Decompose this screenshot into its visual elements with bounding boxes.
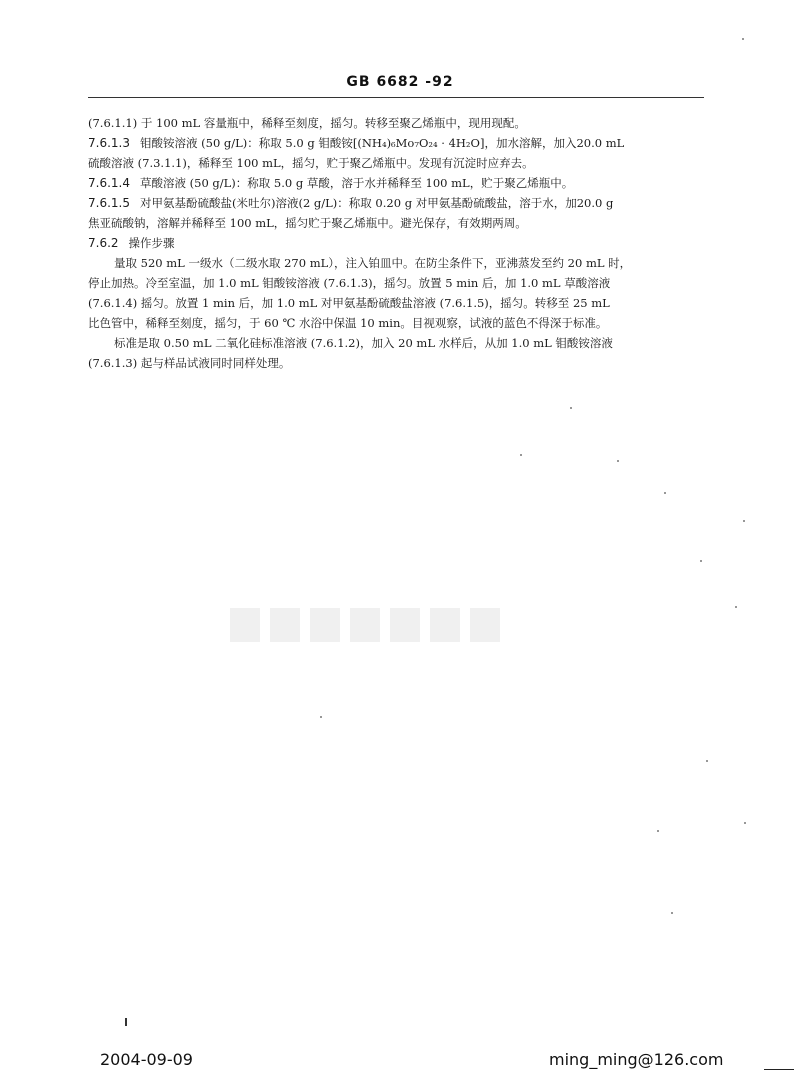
clause-text: 钼酸铵溶液 (50 g/L)：称取 5.0 g 钼酸铵[(NH₄)₆Mo₇O₂₄ · 4H₂O]，加水溶解，加入20.0 mL <box>139 136 625 150</box>
section-title: 操作步骤 <box>128 236 175 250</box>
scan-speck <box>671 912 673 914</box>
paragraph-line: 停止加热。冷至室温，加 1.0 mL 钼酸铵溶液 (7.6.1.3)，摇匀。放置 5 min 后，加 1.0 mL 草酸溶液 <box>88 276 611 290</box>
clause-7-6-1-3 <box>88 133 704 153</box>
scan-speck <box>743 520 745 522</box>
clause-number: 7.6.1.4 <box>88 176 130 190</box>
scan-speck <box>570 407 572 409</box>
paragraph-line: 比色管中，稀释至刻度，摇匀，于 60 ℃ 水浴中保温 10 min。目视观察，试液的蓝色不得深于标准。 <box>88 316 608 330</box>
margin-mark <box>125 1018 127 1026</box>
paragraph-line: 硫酸溶液 (7.3.1.1)，稀释至 100 mL，摇匀，贮于聚乙烯瓶中。发现有沉淀时应弃去。 <box>88 156 534 170</box>
scan-speck <box>320 716 322 718</box>
footer-date: 2004-09-09 <box>100 1050 193 1069</box>
faint-watermark <box>230 600 510 650</box>
standard-code-header: GB 6682 -92 <box>346 74 454 90</box>
paragraph-line: (7.6.1.4) 摇匀。放置 1 min 后，加 1.0 mL 对甲氨基酚硫酸盐溶液 (7.6.1.5)，摇匀。转移至 25 mL <box>88 296 610 310</box>
paragraph-line: 标准是取 0.50 mL 二氧化硅标准溶液 (7.6.1.2)，加入 20 mL 水样后，从加 1.0 mL 钼酸铵溶液 <box>114 336 613 350</box>
corner-rule <box>764 1069 794 1070</box>
scan-speck <box>657 830 659 832</box>
scan-speck <box>735 606 737 608</box>
clause-7-6-1-4 <box>88 173 704 193</box>
header-rule <box>88 97 704 98</box>
scan-speck <box>520 454 522 456</box>
scan-speck <box>700 560 702 562</box>
scan-speck <box>664 492 666 494</box>
paragraph-line: 量取 520 mL 一级水（二级水取 270 mL），注入铂皿中。在防尘条件下，亚沸蒸发至约 20 mL 时， <box>114 256 632 270</box>
paragraph-line: (7.6.1.3) 起与样品试液同时同样处理。 <box>88 356 291 370</box>
clause-7-6-1-5 <box>88 193 704 213</box>
document-body <box>88 113 704 373</box>
paragraph-line: 焦亚硫酸钠，溶解并稀释至 100 mL，摇匀贮于聚乙烯瓶中。避光保存，有效期两周。 <box>88 216 527 230</box>
scan-speck <box>617 460 619 462</box>
clause-text: 草酸溶液 (50 g/L)：称取 5.0 g 草酸，溶于水并稀释至 100 mL，贮于聚乙烯瓶中。 <box>139 176 574 190</box>
scan-speck <box>744 822 746 824</box>
clause-number: 7.6.1.3 <box>88 136 130 150</box>
section-number: 7.6.2 <box>88 236 119 250</box>
scan-speck <box>742 38 744 40</box>
clause-text: 对甲氨基酚硫酸盐(米吐尔)溶液(2 g/L)：称取 0.20 g 对甲氨基酚硫酸盐，溶于水，加20.0 g <box>139 196 614 210</box>
paragraph-line: (7.6.1.1) 于 100 mL 容量瓶中，稀释至刻度，摇匀。转移至聚乙烯瓶中，现用现配。 <box>88 116 526 130</box>
scan-speck <box>706 760 708 762</box>
footer-email: ming_ming@126.com <box>549 1050 724 1069</box>
clause-number: 7.6.1.5 <box>88 196 130 210</box>
section-heading-7-6-2 <box>88 233 704 253</box>
